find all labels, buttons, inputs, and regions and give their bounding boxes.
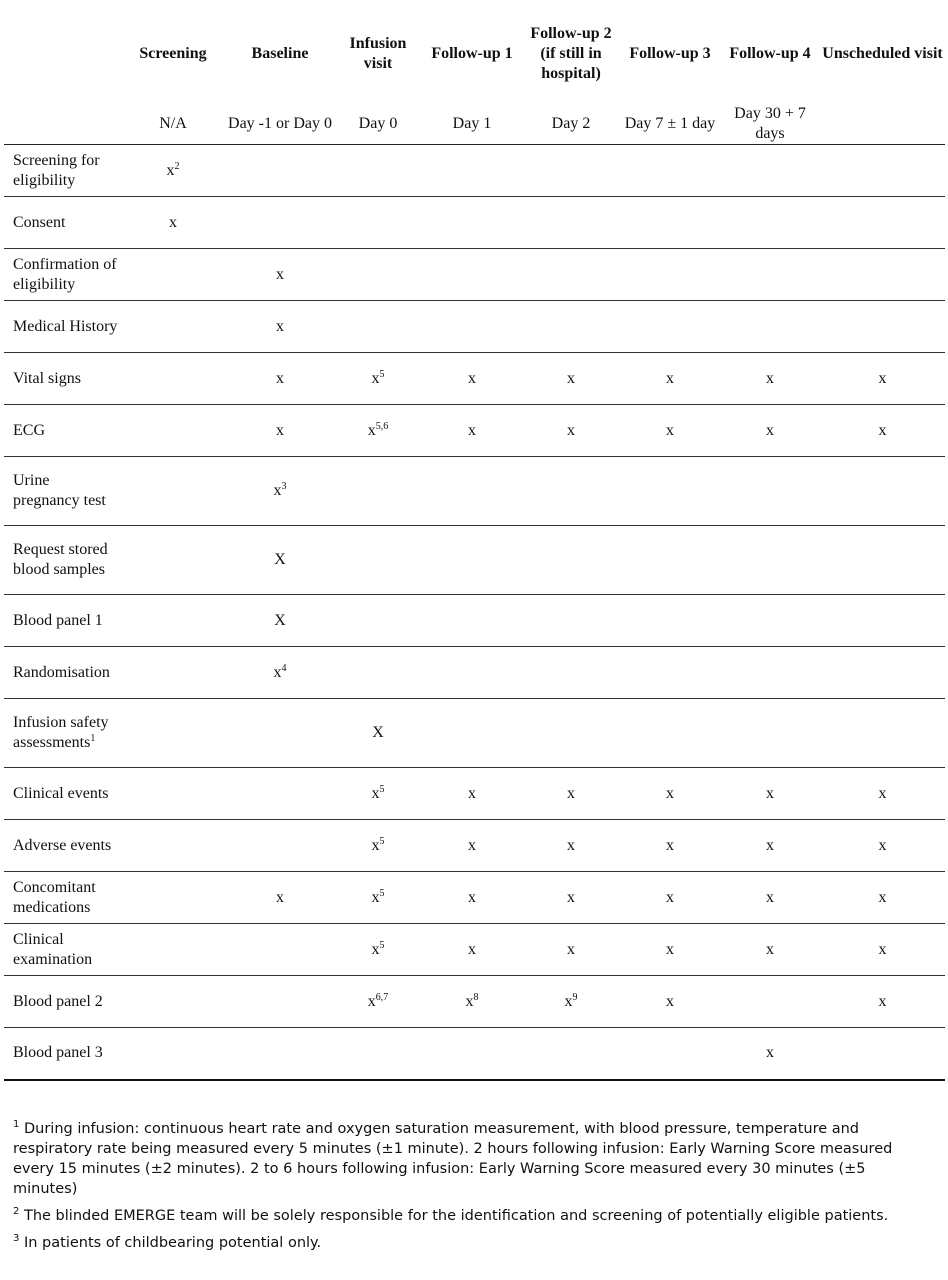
assessment-mark: x — [878, 888, 887, 906]
col-header-screening: Screening — [139, 45, 207, 62]
schedule-cell — [720, 353, 820, 405]
schedule-cell — [120, 405, 226, 457]
table-row — [4, 353, 945, 405]
footnotes — [13, 1119, 916, 1260]
col-header-follow-up-2: Follow-up 2 (if still in hospital) — [530, 25, 612, 82]
assessment-mark: X — [274, 611, 286, 629]
assessment-mark: x — [273, 663, 282, 681]
schedule-cell — [226, 647, 334, 699]
schedule-cell — [522, 145, 620, 197]
assessment-mark: x — [468, 421, 476, 439]
schedule-cell — [720, 301, 820, 353]
schedule-cell — [820, 353, 945, 405]
table-row — [4, 699, 945, 768]
assessment-label-text: Clinical examination — [13, 930, 93, 968]
assessment-mark: x — [766, 888, 774, 906]
assessment-mark: x — [367, 992, 376, 1010]
visit-name-row — [4, 4, 945, 104]
schedule-cell — [820, 699, 945, 768]
schedule-cell — [620, 526, 720, 595]
day-unscheduled-visit — [820, 104, 945, 145]
assessment-label-text: Confirmation of eligibility — [13, 255, 117, 293]
schedule-cell — [620, 768, 720, 820]
assessment-label-text: Consent — [13, 213, 66, 231]
assessment-mark: x — [468, 784, 476, 802]
schedule-cell — [334, 976, 422, 1028]
assessment-mark: x — [567, 369, 575, 387]
schedule-cell — [820, 457, 945, 526]
schedule-cell — [720, 249, 820, 301]
footnote-ref: 5 — [379, 887, 385, 899]
schedule-cell — [226, 924, 334, 976]
schedule-cell — [422, 353, 522, 405]
schedule-cell — [334, 405, 422, 457]
assessment-mark: X — [274, 551, 286, 568]
schedule-cell — [120, 145, 226, 197]
day-follow-up-2: Day 2 — [522, 104, 620, 145]
schedule-cell — [522, 699, 620, 768]
schedule-cell — [226, 976, 334, 1028]
assessment-mark: x — [166, 161, 175, 179]
schedule-cell — [720, 647, 820, 699]
schedule-cell — [120, 457, 226, 526]
assessment-label — [4, 1028, 120, 1080]
assessment-mark: x — [666, 421, 674, 439]
schedule-cell — [522, 197, 620, 249]
footnote — [13, 1119, 916, 1199]
schedule-cell — [820, 301, 945, 353]
schedule-cell — [226, 1028, 334, 1080]
schedule-cell — [226, 699, 334, 768]
assessment-label-text: Medical History — [13, 317, 118, 335]
schedule-cell — [620, 872, 720, 924]
footnote-ref: 5 — [379, 939, 385, 951]
schedule-cell — [620, 595, 720, 647]
schedule-cell — [820, 145, 945, 197]
schedule-cell — [620, 820, 720, 872]
schedule-cell — [820, 197, 945, 249]
schedule-cell — [620, 301, 720, 353]
schedule-cell — [522, 647, 620, 699]
schedule-cell — [522, 872, 620, 924]
assessment-mark: x — [567, 784, 575, 802]
schedule-cell — [334, 699, 422, 768]
schedule-cell — [820, 405, 945, 457]
assessment-mark: x — [878, 836, 887, 854]
schedule-cell — [120, 647, 226, 699]
assessment-mark: x — [567, 888, 575, 906]
schedule-cell — [334, 820, 422, 872]
schedule-cell — [522, 595, 620, 647]
schedule-cell — [120, 1028, 226, 1080]
assessment-mark: x — [666, 836, 674, 854]
col-header-follow-up-3: Follow-up 3 — [629, 45, 711, 62]
table-row — [4, 249, 945, 301]
schedule-cell — [334, 924, 422, 976]
schedule-cell — [422, 768, 522, 820]
schedule-cell — [522, 976, 620, 1028]
schedule-cell — [720, 197, 820, 249]
schedule-cell — [120, 301, 226, 353]
schedule-cell — [522, 526, 620, 595]
schedule-cell — [720, 145, 820, 197]
assessment-mark: x — [766, 1044, 774, 1062]
col-header-follow-up-1: Follow-up 1 — [431, 45, 513, 62]
schedule-cell — [522, 405, 620, 457]
footnote-ref: 5 — [379, 835, 385, 847]
schedule-cell — [620, 249, 720, 301]
assessment-mark: x — [567, 836, 575, 854]
schedule-cell — [334, 301, 422, 353]
table-row — [4, 145, 945, 197]
assessment-label — [4, 768, 120, 820]
assessment-mark: x — [878, 992, 887, 1010]
schedule-cell — [226, 145, 334, 197]
schedule-cell — [620, 405, 720, 457]
schedule-cell — [820, 595, 945, 647]
assessment-label-text: Clinical events — [13, 784, 109, 802]
table-row — [4, 526, 945, 595]
schedule-cell — [522, 820, 620, 872]
schedule-cell — [820, 924, 945, 976]
schedule-cell — [720, 768, 820, 820]
schedule-cell — [226, 820, 334, 872]
schedule-cell — [422, 301, 522, 353]
assessment-label-text: ECG — [13, 421, 45, 439]
assessment-mark: x — [666, 784, 674, 802]
assessment-label — [4, 976, 120, 1028]
assessment-label-text: Blood panel 2 — [13, 992, 103, 1010]
day-follow-up-3: Day 7 ± 1 day — [620, 104, 720, 145]
schedule-cell — [720, 405, 820, 457]
schedule-cell — [120, 872, 226, 924]
footnote-ref: 4 — [281, 662, 287, 674]
corner-cell — [4, 104, 120, 145]
assessment-rows — [4, 145, 945, 1080]
schedule-cell — [226, 405, 334, 457]
assessment-label — [4, 457, 120, 526]
assessment-label — [4, 595, 120, 647]
schedule-cell — [820, 768, 945, 820]
schedule-cell — [120, 526, 226, 595]
schedule-cell — [422, 924, 522, 976]
schedule-cell — [422, 976, 522, 1028]
assessment-mark: x — [468, 369, 476, 387]
schedule-cell — [422, 595, 522, 647]
table-row — [4, 595, 945, 647]
assessment-mark: x — [666, 888, 674, 906]
assessment-mark: x — [564, 992, 573, 1010]
assessment-mark: x — [666, 369, 674, 387]
assessment-mark: x — [766, 421, 774, 439]
schedule-cell — [334, 768, 422, 820]
schedule-cell — [334, 145, 422, 197]
schedule-cell — [620, 145, 720, 197]
assessment-mark: x — [878, 940, 887, 958]
footnote-ref: 8 — [473, 991, 479, 1003]
assessment-label-text: Vital signs — [13, 369, 81, 387]
footnote-number: 3 — [13, 1233, 20, 1244]
assessment-mark: x — [766, 836, 774, 854]
schedule-cell — [422, 197, 522, 249]
day-infusion-visit: Day 0 — [334, 104, 422, 145]
assessment-label — [4, 249, 120, 301]
table-row — [4, 647, 945, 699]
schedule-cell — [422, 526, 522, 595]
assessment-label — [4, 197, 120, 249]
schedule-cell — [620, 647, 720, 699]
schedule-cell — [120, 249, 226, 301]
schedule-cell — [120, 924, 226, 976]
footnote-ref: 5,6 — [375, 420, 389, 432]
schedule-cell — [720, 595, 820, 647]
assessment-mark: x — [766, 940, 774, 958]
assessment-mark: x — [468, 836, 476, 854]
schedule-cell — [620, 924, 720, 976]
assessment-mark: x — [666, 992, 674, 1010]
schedule-cell — [720, 820, 820, 872]
schedule-cell — [226, 526, 334, 595]
table-row — [4, 820, 945, 872]
footnote-number: 1 — [13, 1119, 20, 1130]
schedule-cell — [422, 820, 522, 872]
assessment-label — [4, 924, 120, 976]
assessment-label — [4, 526, 120, 595]
assessment-label — [4, 405, 120, 457]
schedule-cell — [120, 976, 226, 1028]
schedule-cell — [620, 457, 720, 526]
schedule-cell — [226, 353, 334, 405]
schedule-cell — [334, 647, 422, 699]
schedule-cell — [422, 405, 522, 457]
schedule-cell — [522, 301, 620, 353]
footnote-ref: 3 — [281, 481, 287, 492]
assessment-mark: x — [878, 421, 887, 439]
table-row — [4, 1028, 945, 1080]
assessment-mark: x — [465, 992, 474, 1010]
schedule-cell — [422, 249, 522, 301]
schedule-cell — [120, 768, 226, 820]
schedule-cell — [720, 1028, 820, 1080]
col-header-infusion-visit: Infusion visit — [349, 35, 407, 72]
footnote-ref: 5 — [379, 783, 385, 795]
schedule-cell — [120, 820, 226, 872]
schedule-cell — [334, 526, 422, 595]
footnote — [13, 1206, 916, 1226]
schedule-cell — [226, 301, 334, 353]
schedule-cell — [334, 197, 422, 249]
schedule-cell — [522, 924, 620, 976]
assessment-label — [4, 699, 120, 768]
assessment-label-text: Request stored blood samples — [13, 541, 108, 578]
assessment-mark: x — [666, 940, 674, 958]
footnote-number: 2 — [13, 1206, 20, 1217]
schedule-cell — [620, 1028, 720, 1080]
table-row — [4, 405, 945, 457]
schedule-cell — [820, 976, 945, 1028]
assessment-label — [4, 301, 120, 353]
table-row — [4, 976, 945, 1028]
corner-cell — [4, 4, 120, 104]
assessment-mark: x — [276, 317, 284, 335]
schedule-cell — [120, 197, 226, 249]
assessment-mark: x — [367, 421, 376, 439]
schedule-cell — [620, 353, 720, 405]
schedule-cell — [334, 353, 422, 405]
schedule-cell — [720, 924, 820, 976]
schedule-cell — [820, 249, 945, 301]
schedule-cell — [422, 1028, 522, 1080]
table-row — [4, 301, 945, 353]
footnote-ref: 6,7 — [375, 991, 389, 1003]
schedule-cell — [422, 872, 522, 924]
visit-day-row — [4, 104, 945, 145]
schedule-cell — [720, 872, 820, 924]
schedule-cell — [226, 249, 334, 301]
schedule-cell — [334, 595, 422, 647]
schedule-cell — [334, 872, 422, 924]
assessment-label-text: Adverse events — [13, 836, 112, 854]
schedule-of-assessments-table — [4, 4, 945, 1081]
footnote-ref: 1 — [90, 733, 96, 744]
schedule-cell — [226, 197, 334, 249]
col-header-baseline: Baseline — [251, 45, 309, 62]
schedule-cell — [720, 457, 820, 526]
col-header-follow-up-4: Follow-up 4 — [729, 45, 811, 62]
table-row — [4, 457, 945, 526]
schedule-cell — [226, 768, 334, 820]
assessment-mark: x — [371, 888, 380, 906]
assessment-label — [4, 647, 120, 699]
schedule-cell — [522, 768, 620, 820]
schedule-cell — [226, 457, 334, 526]
assessment-mark: x — [567, 421, 575, 439]
footnote-text: During infusion: continuous heart rate and oxygen saturation measurement, with blood pressure, temperature and respiratory rate being measured every 5 minutes (±1 minute). 2 hours following infusion: Early Warning Score measured every 15 minutes (±2 minutes). 2 to 6 hours following infusion: Early Warning Score measured every 30 minutes (±5 minutes) — [13, 1121, 893, 1197]
assessment-label — [4, 820, 120, 872]
assessment-mark: x — [371, 784, 380, 802]
table-row — [4, 872, 945, 924]
assessment-label-text: Blood panel 1 — [13, 611, 103, 629]
assessment-label-text: Screening for eligibility — [13, 151, 100, 189]
schedule-cell — [720, 976, 820, 1028]
schedule-cell — [820, 526, 945, 595]
assessment-label — [4, 872, 120, 924]
schedule-cell — [820, 872, 945, 924]
schedule-cell — [522, 249, 620, 301]
assessment-mark: x — [371, 836, 380, 854]
table-row — [4, 768, 945, 820]
schedule-cell — [422, 457, 522, 526]
assessment-mark: x — [371, 940, 380, 958]
table-row — [4, 197, 945, 249]
schedule-cell — [226, 595, 334, 647]
day-follow-up-4: Day 30 + 7 days — [720, 104, 820, 145]
assessment-mark: x — [273, 482, 282, 499]
schedule-cell — [620, 699, 720, 768]
day-baseline: Day -1 or Day 0 — [226, 104, 334, 145]
assessment-mark: x — [766, 369, 774, 387]
assessment-mark: x — [371, 369, 380, 387]
day-follow-up-1: Day 1 — [422, 104, 522, 145]
assessment-mark: x — [276, 888, 284, 906]
schedule-cell — [820, 647, 945, 699]
schedule-cell — [120, 353, 226, 405]
schedule-cell — [522, 457, 620, 526]
footnote-text: The blinded EMERGE team will be solely responsible for the identification and screening of potentially eligible patients. — [23, 1208, 889, 1224]
schedule-cell — [422, 145, 522, 197]
schedule-cell — [620, 197, 720, 249]
assessment-mark: x — [766, 784, 774, 802]
col-header-unscheduled-visit: Unscheduled visit — [822, 45, 943, 62]
schedule-cell — [120, 699, 226, 768]
assessment-mark: x — [468, 940, 476, 958]
schedule-cell — [120, 595, 226, 647]
schedule-cell — [422, 647, 522, 699]
assessment-label-text: Infusion safety assessments — [13, 714, 109, 751]
schedule-cell — [720, 699, 820, 768]
assessment-mark: x — [878, 784, 887, 802]
assessment-mark: X — [372, 724, 384, 741]
schedule-cell — [620, 976, 720, 1028]
table-row — [4, 924, 945, 976]
assessment-label-text: Randomisation — [13, 663, 110, 681]
footnote-text: In patients of childbearing potential only. — [23, 1235, 322, 1251]
schedule-cell — [820, 820, 945, 872]
schedule-cell — [522, 1028, 620, 1080]
schedule-cell — [422, 699, 522, 768]
assessment-mark: x — [878, 369, 887, 387]
schedule-cell — [522, 353, 620, 405]
day-screening: N/A — [120, 104, 226, 145]
assessment-mark: x — [567, 940, 575, 958]
schedule-cell — [334, 457, 422, 526]
assessment-mark: x — [276, 369, 284, 387]
assessment-mark: x — [276, 421, 284, 439]
assessment-label-text: Blood panel 3 — [13, 1044, 103, 1062]
schedule-cell — [820, 1028, 945, 1080]
schedule-cell — [720, 526, 820, 595]
assessment-mark: x — [276, 265, 284, 283]
footnote-ref: 5 — [379, 368, 385, 380]
assessment-mark: x — [468, 888, 476, 906]
assessment-mark: x — [169, 213, 177, 231]
assessment-label — [4, 145, 120, 197]
footnote-ref: 9 — [572, 991, 578, 1003]
assessment-label — [4, 353, 120, 405]
assessment-label-text: Concomitant medications — [13, 878, 96, 916]
assessment-label-text: Urine pregnancy test — [13, 472, 106, 509]
footnote — [13, 1233, 916, 1253]
footnote-ref: 2 — [174, 160, 180, 172]
schedule-cell — [334, 1028, 422, 1080]
schedule-cell — [226, 872, 334, 924]
schedule-cell — [334, 249, 422, 301]
